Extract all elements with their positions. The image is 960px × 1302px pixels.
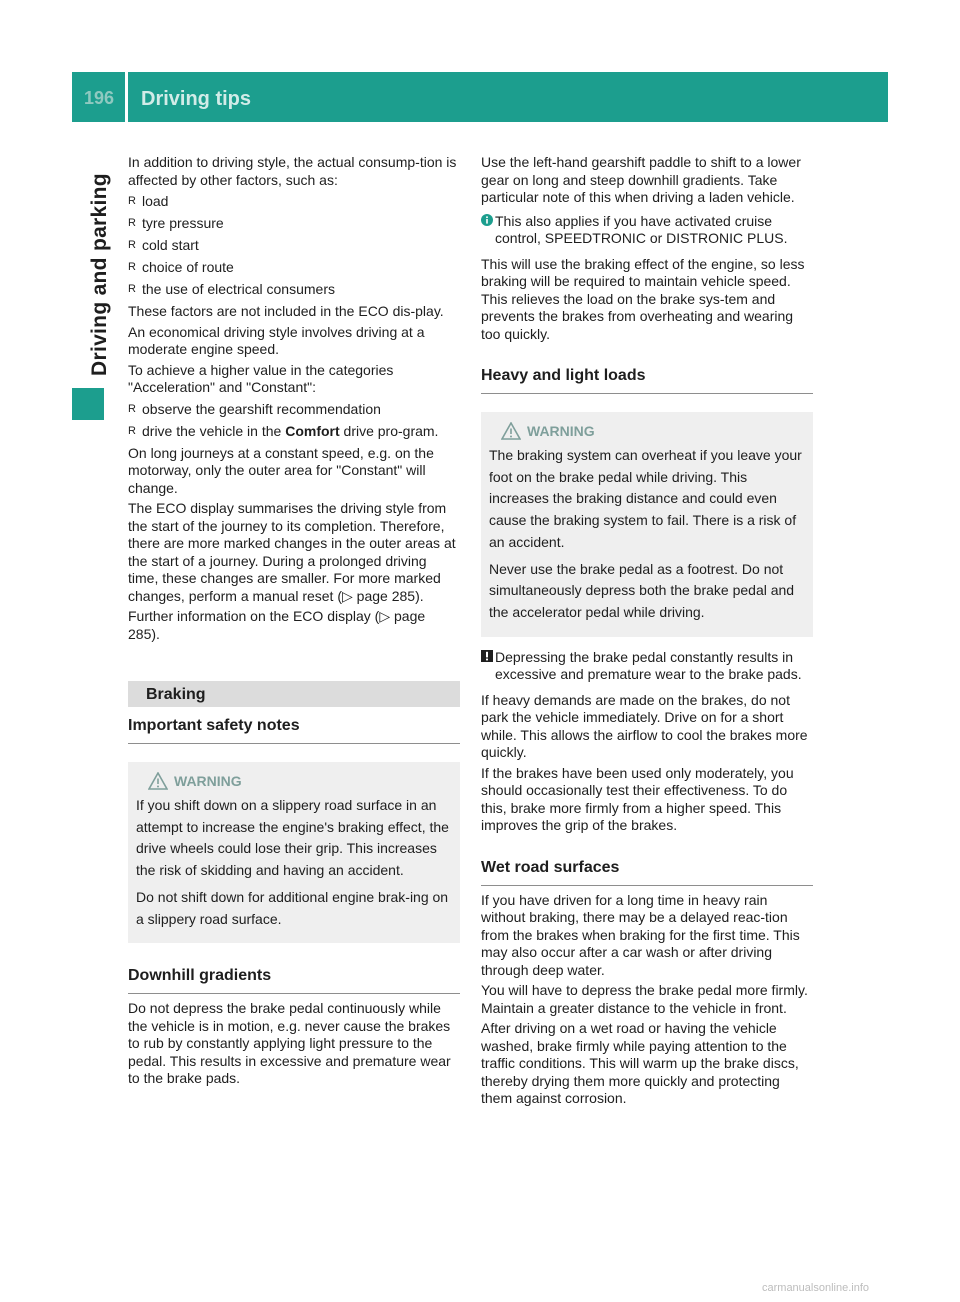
left-column: [128, 154, 460, 1091]
list-item: R observe the gearshift recommendation: [128, 400, 381, 417]
warning-text: Never use the brake pedal as a footrest. Do not simultaneously depress both the brake pedal and the accelerator pedal while driving.: [489, 560, 795, 620]
gearshift-paragraph: Use the left-hand gearshift paddle to shift to a lower gear on long and steep downhill gradients. Take particular note of this when driving a laden vehicle.: [481, 154, 801, 205]
list-item: R drive the vehicle in the Comfort drive pro-gram.: [128, 422, 439, 439]
right-column: [481, 154, 813, 1111]
comfort-program-label: Comfort: [285, 422, 340, 439]
warning-header: [148, 772, 452, 790]
heading-downhill-gradients: Downhill gradients: [128, 967, 460, 994]
list-item: R tyre pressure: [128, 215, 224, 231]
header-title: Driving tips: [141, 88, 252, 110]
downhill-paragraph: Do not depress the brake pedal continuously while the vehicle is in motion, e.g. never cause the brakes to rub by constantly applying light pressure to the pedal. This results in excessive and premature wear to the brake pads.: [128, 1000, 451, 1087]
warning-label: WARNING: [527, 423, 595, 439]
header-divider: [125, 72, 128, 122]
categories-paragraph: To achieve a higher value in the categories "Acceleration" and "Constant":: [128, 361, 394, 395]
warning-label: WARNING: [174, 773, 242, 789]
page-ref-arrow-icon: ▷: [379, 608, 391, 624]
intro-paragraph: In addition to driving style, the actual consump-tion is affected by other factors, such as:: [128, 154, 457, 188]
journeys-paragraph: On long journeys at a constant speed, e.g. on the motorway, only the outer area for "Constant" will change.: [128, 444, 434, 496]
list-item: R cold start: [128, 237, 199, 253]
list-item: R choice of route: [128, 259, 234, 275]
bullet-icon: R: [128, 195, 136, 207]
warning-box: [481, 412, 813, 637]
heavy-rain-paragraph: If you have driven for a long time in heavy rain without braking, there may be a delayed reac-tion from the brakes when braking for the first time. This may also occur after a car wash or after driving through deep water.: [481, 891, 800, 978]
section-heading-braking: Braking: [128, 681, 460, 707]
eco-note-paragraph: These factors are not included in the ECO dis-play.: [128, 303, 444, 319]
info-note: This also applies if you have activated cruise control, SPEEDTRONIC or DISTRONIC PLUS.: [481, 213, 813, 248]
bullet-icon: R: [128, 217, 136, 229]
depress-pedal-paragraph: You will have to depress the brake pedal more firmly. Maintain a greater distance to the vehicle in front.: [481, 982, 808, 1016]
heavy-demands-paragraph: If heavy demands are made on the brakes, do not park the vehicle immediately. Drive on for a short while. This allows the airflow to cool the brakes more quickly.: [481, 691, 808, 761]
test-brakes-paragraph: If the brakes have been used only moderately, you should occasionally test their effectiveness. To do this, brake more firmly from a higher speed. This improves the grip of the brakes.: [481, 764, 794, 834]
list-item: R load: [128, 193, 169, 209]
exclamation-icon: [481, 650, 493, 662]
list-item: R the use of electrical consumers: [128, 281, 335, 297]
heading-important-safety-notes: Important safety notes: [128, 717, 460, 744]
warning-box: [128, 762, 460, 943]
page-reference-link[interactable]: page 285).: [356, 587, 424, 604]
warning-text: If you shift down on a slippery road surface in an attempt to increase the engine's braking effect, the drive wheels could lose their grip. This increases the risk of skidding and having an accident.: [136, 797, 449, 879]
warning-triangle-icon: [148, 772, 168, 790]
side-tab-label: Driving and parking: [88, 173, 111, 376]
further-info-paragraph: Further information on the ECO display (▷ page 285).: [128, 608, 426, 642]
economical-paragraph: An economical driving style involves driving at a moderate engine speed.: [128, 323, 425, 357]
caution-note: Depressing the brake pedal constantly results in excessive and premature wear to the brake pads.: [481, 649, 813, 684]
warning-header: [501, 422, 805, 440]
eco-display-paragraph: The ECO display summarises the driving style from the start of the journey to its completion. Therefore, there are more marked changes in the outer areas at the start of a journey. During a prolonged driving time, these changes are smaller. For more marked changes, perform a manual reset (▷ page 285).: [128, 500, 456, 604]
bullet-icon: R: [128, 239, 136, 251]
info-icon: [481, 214, 493, 226]
bullet-icon: R: [128, 402, 136, 415]
warning-text: Do not shift down for additional engine brak-ing on a slippery road surface.: [136, 888, 449, 927]
page-reference-link[interactable]: page 285).: [128, 608, 426, 642]
factors-list: [128, 193, 460, 299]
bullet-icon: R: [128, 283, 136, 295]
watermark-text: carmanualsonline.info: [762, 1282, 870, 1294]
wet-road-paragraph: After driving on a wet road or having the vehicle washed, brake firmly while paying attention to the traffic conditions. This will warm up the brake discs, thereby drying them more quickly and protecting them against corrosion.: [481, 1020, 799, 1107]
heading-heavy-light-loads: Heavy and light loads: [481, 367, 813, 394]
bullet-icon: R: [128, 261, 136, 273]
warning-triangle-icon: [501, 422, 521, 440]
page-ref-arrow-icon: ▷: [342, 587, 353, 604]
heading-wet-road-surfaces: Wet road surfaces: [481, 859, 813, 886]
warning-text: The braking system can overheat if you leave your foot on the brake pedal while driving. This increases the braking distance and could even cause the braking system to fail. There is a risk of an accident.: [489, 447, 802, 550]
page-number: 196: [84, 88, 115, 108]
engine-braking-paragraph: This will use the braking effect of the engine, so less braking will be required to maintain vehicle speed. This relieves the load on the brake sys-tem and prevents the brakes from overheating and wearing too quickly.: [481, 255, 805, 342]
side-tab-marker: [72, 388, 104, 420]
bullet-icon: R: [128, 424, 136, 437]
tips-list: [128, 401, 460, 441]
